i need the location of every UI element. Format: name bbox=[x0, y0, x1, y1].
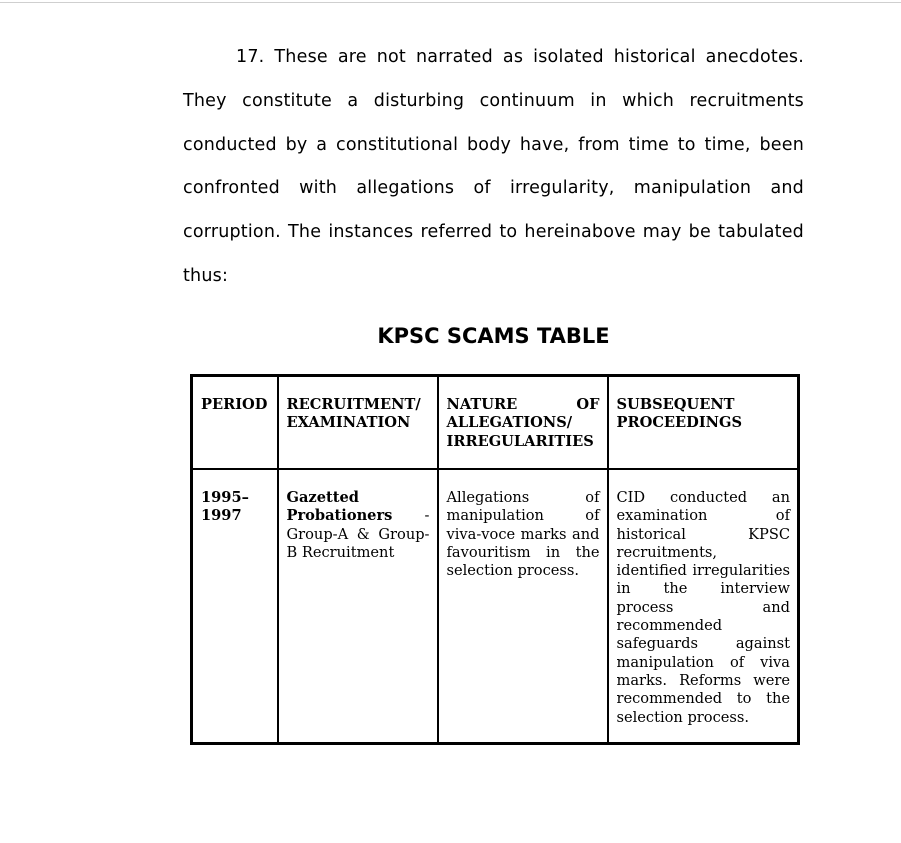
header-nature bbox=[438, 376, 608, 470]
cell-recruitment-bold: Gazetted Probationers bbox=[286, 489, 393, 525]
cell-recruitment-rest: - Group-A & Group-B Recruitment bbox=[286, 507, 430, 561]
cell-proceedings: CID conducted an examination of historical KPSC recruitments, identified irregularities in the interview process and recommended safeguards against manipulation of viva marks. Reforms were recommended to the selection process. bbox=[608, 469, 799, 744]
header-proceedings: SUBSEQUENT PROCEEDINGS bbox=[608, 376, 799, 470]
table-header-row bbox=[192, 376, 799, 470]
top-divider bbox=[0, 2, 901, 3]
table-row bbox=[192, 469, 799, 744]
scams-table bbox=[190, 374, 800, 745]
header-recruitment: RECRUITMENT/ EXAMINATION bbox=[278, 376, 438, 470]
cell-recruitment bbox=[278, 469, 438, 744]
body-paragraph: 17. These are not narrated as isolated historical anecdotes. They constitute a disturbing continuum in which recruitments conducted by a constitutional body have, from time to time, been confronted with allegations of irregularity, manipulation and corruption. The instances referred to hereinabove may be tabulated thus: bbox=[183, 47, 804, 286]
cell-period: 1995–1997 bbox=[192, 469, 278, 744]
cell-nature: Allegations of manipulation of viva-voce marks and favouritism in the selection process. bbox=[438, 469, 608, 744]
header-period: PERIOD bbox=[192, 376, 278, 470]
table-title: KPSC SCAMS TABLE bbox=[377, 324, 610, 348]
header-nature-text: NATURE OF ALLEGATIONS/ IRREGULARITIES bbox=[446, 396, 600, 450]
